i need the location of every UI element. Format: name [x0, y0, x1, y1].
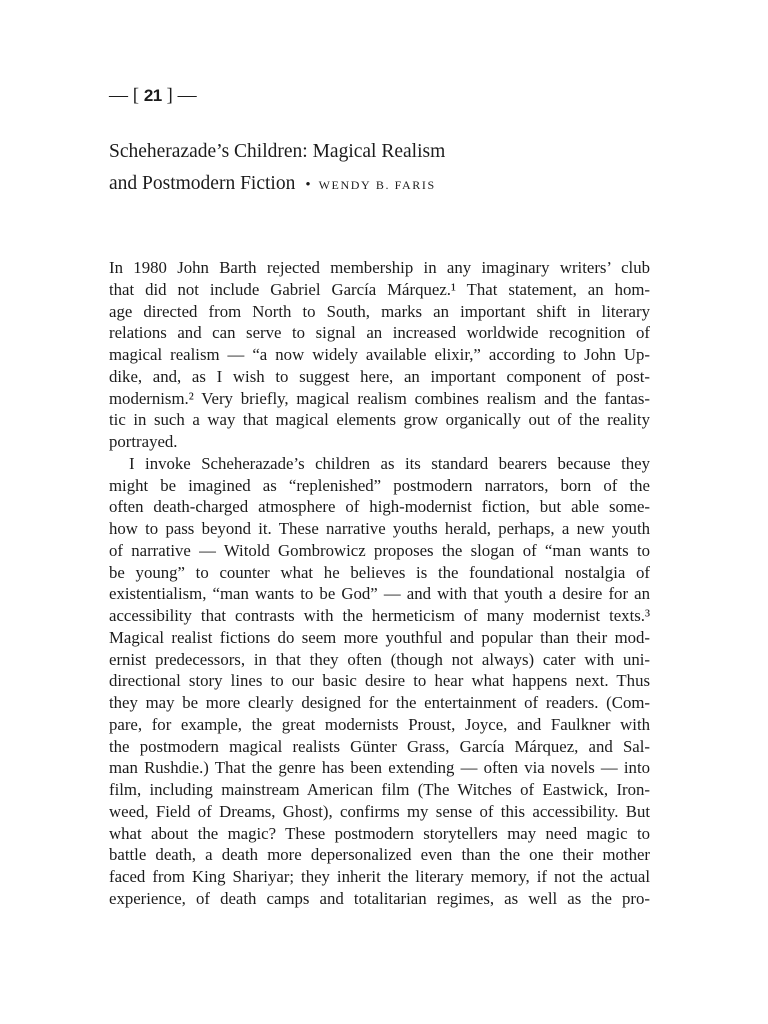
- body-line: experience, of death camps and totalitarian regimes, as well as the pro-: [109, 888, 650, 908]
- title-separator: •: [305, 177, 311, 193]
- body-line: tic in such a way that magical elements grow organically out of the reality: [109, 410, 650, 430]
- chapter-number: [109, 84, 197, 108]
- body-line: of narrative — Witold Gombrowicz proposes the slogan of “man wants to: [109, 540, 650, 560]
- body-line: how to pass beyond it. These narrative youths herald, perhaps, a new youth: [109, 519, 650, 538]
- body-line: In 1980 John Barth rejected membership in any imaginary writers’ club: [109, 258, 650, 277]
- chapter-number-prefix: — [: [109, 85, 140, 106]
- body-line: accessibility that contrasts with the hermeticism of many modernist texts.³: [109, 606, 650, 625]
- body-line: often death-charged atmosphere of high-modernist fiction, but able some-: [109, 497, 650, 517]
- body-line: man Rushdie.) That the genre has been extending — often via novels — into: [109, 758, 650, 778]
- chapter-number-value: 21: [143, 86, 162, 105]
- chapter-number-suffix: ] —: [166, 85, 197, 106]
- chapter-title-line-1: Scheherazade’s Children: Magical Realism: [109, 141, 446, 162]
- body-text: [109, 257, 650, 910]
- body-line: relations and can serve to signal an increased worldwide recognition of: [109, 323, 650, 343]
- body-line: that did not include Gabriel García Márquez.¹ That statement, an hom-: [109, 279, 650, 299]
- body-line: modernism.² Very briefly, magical realism combines realism and the fantas-: [109, 388, 650, 408]
- body-line: pare, for example, the great modernists Proust, Joyce, and Faulkner with: [109, 714, 650, 734]
- body-line: might be imagined as “replenished” postmodern narrators, born of the: [109, 475, 650, 495]
- body-line: Magical realist fictions do seem more youthful and popular than their mod-: [109, 627, 650, 647]
- body-line: portrayed.: [109, 432, 178, 451]
- chapter-title-subtitle: and Postmodern Fiction: [109, 173, 296, 194]
- body-line: directional story lines to our basic desire to hear what happens next. Thus: [109, 671, 650, 691]
- chapter-author: wendy b. faris: [318, 174, 436, 193]
- body-line: ernist predecessors, in that they often (though not always) cater with uni-: [109, 649, 650, 669]
- body-line: film, including mainstream American film (The Witches of Eastwick, Iron-: [109, 780, 650, 799]
- body-line: what about the magic? These postmodern storytellers may need magic to: [109, 823, 650, 843]
- body-line: dike, and, as I wish to suggest here, an important component of post-: [109, 366, 650, 386]
- body-line: they may be more clearly designed for the entertainment of readers. (Com-: [109, 693, 650, 712]
- body-line: battle death, a death more depersonalized even than the one their mother: [109, 845, 650, 865]
- body-line: existentialism, “man wants to be God” — and with that youth a desire for an: [109, 584, 650, 604]
- body-line: weed, Field of Dreams, Ghost), confirms my sense of this accessibility. But: [109, 801, 650, 821]
- chapter-title-line-2: [109, 172, 436, 197]
- body-line: be young” to counter what he believes is the foundational nostalgia of: [109, 562, 650, 582]
- body-line: age directed from North to South, marks an important shift in literary: [109, 301, 650, 321]
- body-line: magical realism — “a now widely available elixir,” according to John Up-: [109, 345, 650, 364]
- body-line: the postmodern magical realists Günter Grass, García Márquez, and Sal-: [109, 736, 650, 756]
- body-line: faced from King Shariyar; they inherit the literary memory, if not the actual: [109, 867, 650, 886]
- body-line: I invoke Scheherazade’s children as its standard bearers because they: [129, 453, 650, 473]
